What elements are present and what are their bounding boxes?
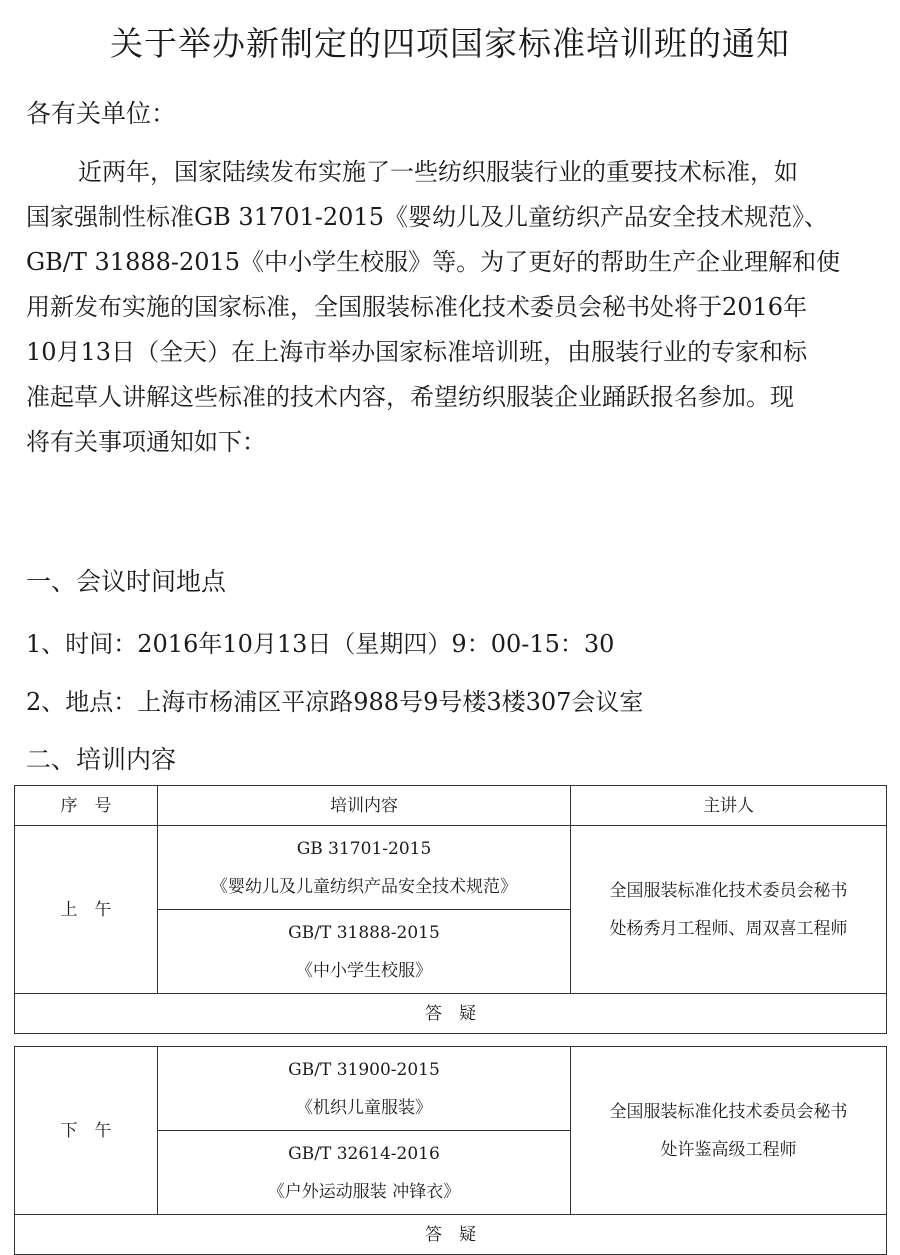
header-speaker: 主讲人	[571, 786, 887, 826]
intro-line: 近两年，国家陆续发布实施了一些纺织服装行业的重要技术标准，如	[78, 158, 798, 186]
table-row	[15, 1047, 887, 1131]
intro-line: 将有关事项通知如下：	[26, 428, 266, 456]
session-afternoon-label: 下 午	[15, 1047, 158, 1215]
course-name: 《中小学生校服》	[296, 960, 432, 981]
intro-line: GB/T 31888-2015《中小学生校服》等。为了更好的帮助生产企业理解和使	[26, 248, 841, 276]
speaker-cell	[571, 1047, 887, 1215]
qa-cell: 答 疑	[15, 1215, 887, 1255]
document-title: 关于举办新制定的四项国家标准培训班的通知	[110, 24, 790, 63]
table-row	[15, 1215, 887, 1255]
speaker-line: 处许鉴高级工程师	[660, 1139, 797, 1160]
header-number: 序 号	[15, 786, 158, 826]
section-heading-content: 二、培训内容	[26, 745, 177, 774]
course-cell	[158, 1131, 571, 1215]
course-code: GB/T 31900-2015	[288, 1059, 440, 1080]
header-content: 培训内容	[158, 786, 571, 826]
course-name: 《婴幼儿及儿童纺织产品安全技术规范》	[211, 876, 517, 897]
meeting-place: 2、地点：上海市杨浦区平凉路988号9号楼3楼307会议室	[26, 688, 644, 716]
table-row	[15, 994, 887, 1034]
course-code: GB/T 31888-2015	[288, 922, 440, 943]
course-code: GB/T 32614-2016	[288, 1143, 440, 1164]
qa-cell: 答 疑	[15, 994, 887, 1034]
speaker-line: 处杨秀月工程师、周双喜工程师	[609, 918, 848, 939]
session-morning-label: 上 午	[15, 826, 158, 994]
course-cell	[158, 826, 571, 910]
intro-line: 用新发布实施的国家标准，全国服装标准化技术委员会秘书处将于2016年	[26, 293, 808, 321]
speaker-line: 全国服装标准化技术委员会秘书	[609, 1101, 848, 1122]
table-header-row	[15, 786, 887, 826]
intro-line: 10月13日（全天）在上海市举办国家标准培训班，由服装行业的专家和标	[26, 338, 808, 366]
table-gap	[15, 1034, 887, 1047]
salutation: 各有关单位：	[26, 99, 177, 128]
speaker-line: 全国服装标准化技术委员会秘书	[609, 880, 848, 901]
intro-paragraph	[26, 150, 886, 465]
speaker-cell	[571, 826, 887, 994]
intro-line: 准起草人讲解这些标准的技术内容，希望纺织服装企业踊跃报名参加。现	[26, 383, 794, 411]
table-row	[15, 826, 887, 910]
course-cell	[158, 910, 571, 994]
course-cell	[158, 1047, 571, 1131]
section-heading-time-place: 一、会议时间地点	[26, 567, 227, 596]
course-code: GB 31701-2015	[296, 838, 432, 859]
intro-line: 国家强制性标准GB 31701-2015《婴幼儿及儿童纺织产品安全技术规范》、	[26, 203, 828, 231]
meeting-time: 1、时间：2016年10月13日（星期四）9：00-15：30	[26, 630, 615, 658]
course-name: 《户外运动服装 冲锋衣》	[267, 1181, 461, 1202]
course-name: 《机织儿童服装》	[296, 1097, 432, 1118]
training-schedule-table	[14, 785, 887, 1255]
